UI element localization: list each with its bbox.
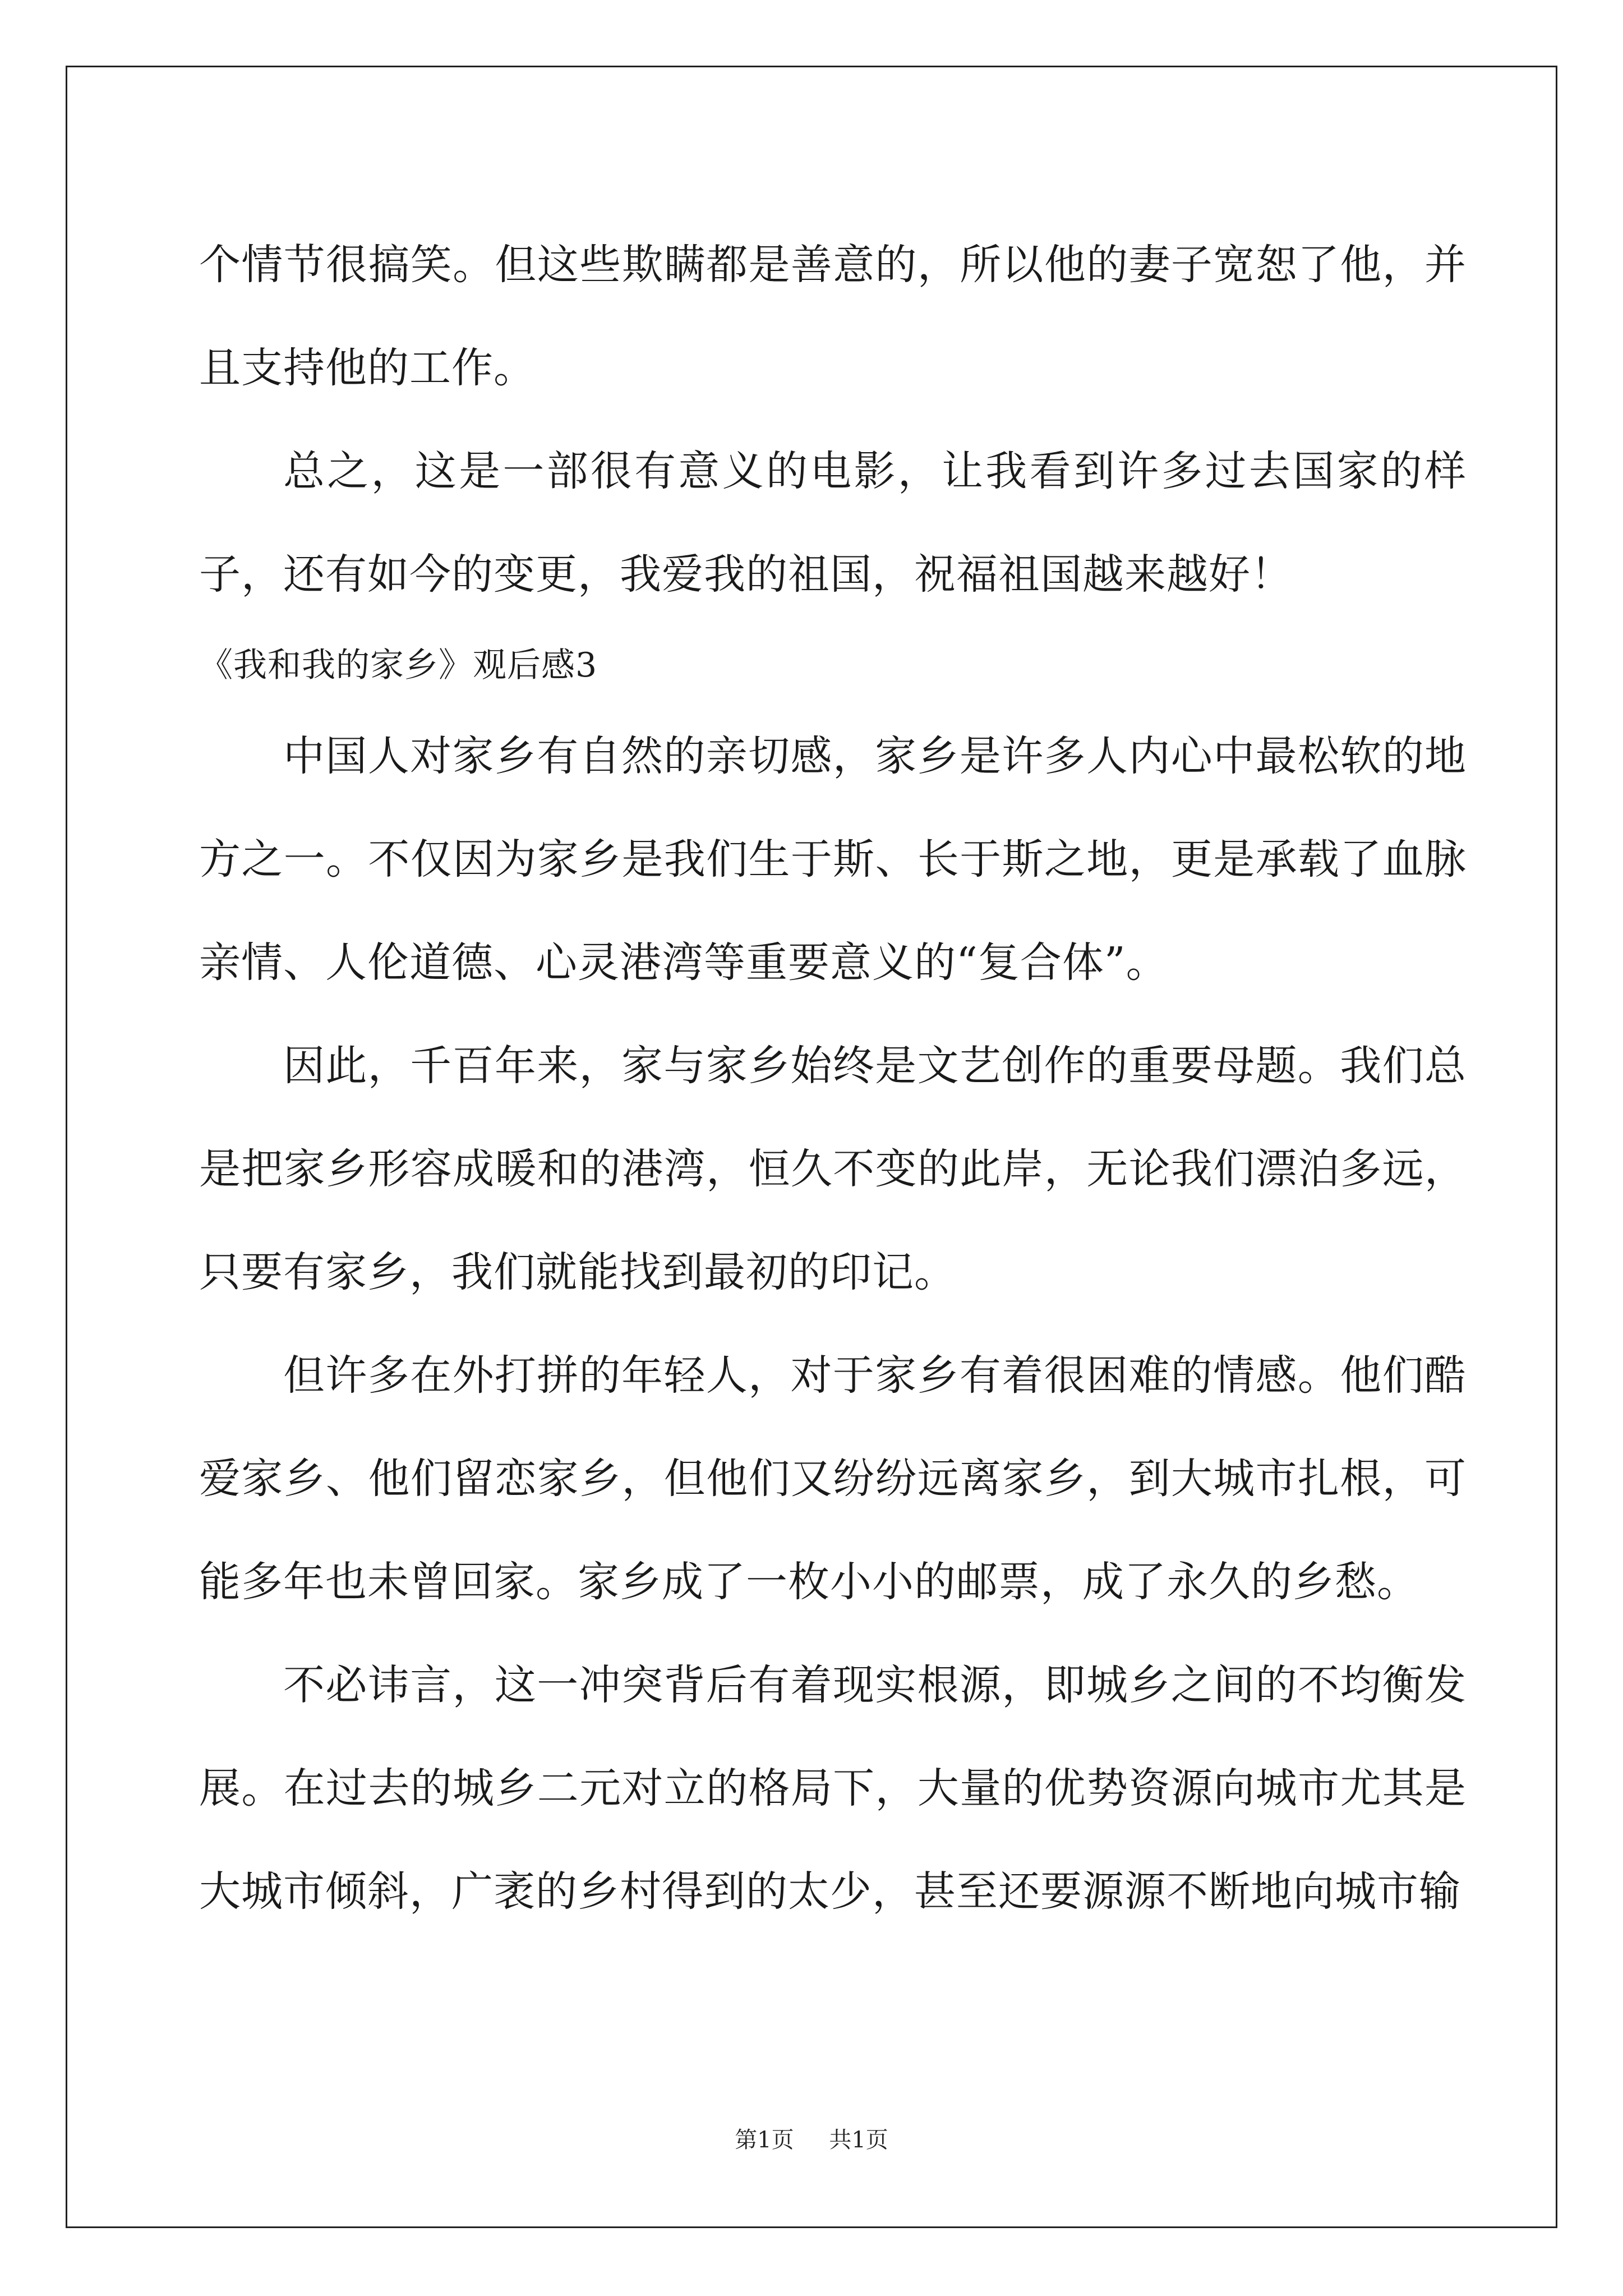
page-number: 第1页: [735, 2127, 794, 2153]
paragraph: 但许多在外打拼的年轻人，对于家乡有着很困难的情感。他们酷爱家乡、他们留恋家乡，但他们又纷纷远离家乡，到大城市扎根，可能多年也未曾回家。家乡成了一枚小小的邮票，成了永久的乡愁。: [199, 1351, 1467, 1606]
paragraph: 不必讳言，这一冲突背后有着现实根源，即城乡之间的不均衡发展。在过去的城乡二元对立的格局下，大量的优势资源向城市尤其是大城市倾斜，广袤的乡村得到的太少，甚至还要源源不断地向城市输: [199, 1661, 1467, 1916]
paragraph-continued: 个情节很搞笑。但这些欺瞒都是善意的，所以他的妻子宽恕了他，并且支持他的工作。: [199, 241, 1467, 392]
paragraph: 中国人对家乡有自然的亲切感，家乡是许多人内心中最松软的地方之一。不仅因为家乡是我们生于斯、长于斯之地，更是承载了血脉亲情、人伦道德、心灵港湾等重要意义的“复合体”。: [199, 732, 1467, 987]
document-body: [199, 213, 1467, 1943]
paragraph-conclusion: 总之，这是一部很有意义的电影，让我看到许多过去国家的样子，还有如今的变更，我爱我的祖国，祝福祖国越来越好！: [199, 447, 1467, 599]
section-title: 《我和我的家乡》观后感3: [199, 646, 598, 685]
page-total: 共1页: [829, 2127, 888, 2153]
paragraph: 因此，千百年来，家与家乡始终是文艺创作的重要母题。我们总是把家乡形容成暖和的港湾，恒久不变的此岸，无论我们漂泊多远，只要有家乡，我们就能找到最初的印记。: [199, 1042, 1467, 1296]
page-footer: [0, 2123, 1623, 2157]
